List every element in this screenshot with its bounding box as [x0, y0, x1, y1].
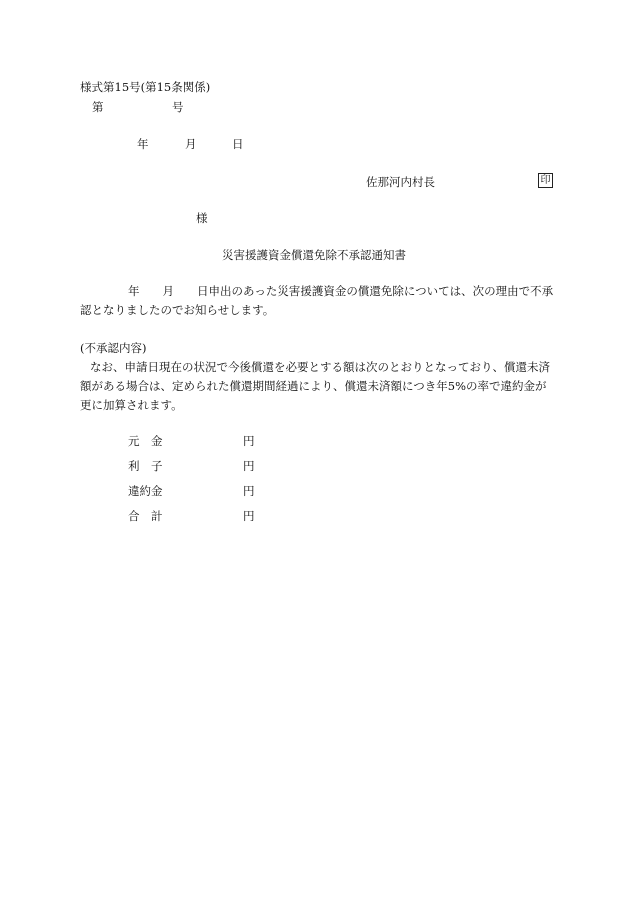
body-line-2: 認となりましたのでお知らせします。	[80, 303, 275, 317]
amount-unit-interest: 円	[243, 459, 255, 473]
document-title: 災害援護資金償還免除不承認通知書	[222, 248, 406, 262]
date-day: 日	[232, 137, 244, 151]
amount-label-principal: 元 金	[128, 434, 163, 448]
reason-line-3: 更に加算されます。	[80, 398, 183, 412]
doc-number-prefix: 第	[92, 100, 104, 114]
form-number: 様式第15号(第15条関係)	[80, 80, 211, 94]
body-line-1: 年 月 日申出のあった災害援護資金の償還免除については、次の理由で不承	[128, 284, 554, 298]
doc-number-suffix: 号	[172, 100, 184, 114]
sender-name: 佐那河内村長	[366, 175, 435, 189]
amount-label-interest: 利 子	[128, 459, 163, 473]
date-month: 月	[185, 137, 197, 151]
addressee-suffix: 様	[196, 211, 208, 225]
amount-label-total: 合 計	[128, 509, 163, 523]
amount-unit-total: 円	[243, 509, 255, 523]
reason-line-1: なお、申請日現在の状況で今後償還を必要とする額は次のとおりとなっており、償還未済	[90, 360, 550, 374]
reason-line-2: 額がある場合は、定められた償還期間経過により、償還未済額につき年5%の率で違約金が	[80, 379, 547, 393]
date-year: 年	[137, 137, 149, 151]
amount-unit-principal: 円	[243, 434, 255, 448]
seal-icon: 印	[538, 173, 553, 188]
reason-heading: (不承認内容)	[80, 341, 147, 355]
amount-label-penalty: 違約金	[128, 484, 163, 498]
amount-unit-penalty: 円	[243, 484, 255, 498]
